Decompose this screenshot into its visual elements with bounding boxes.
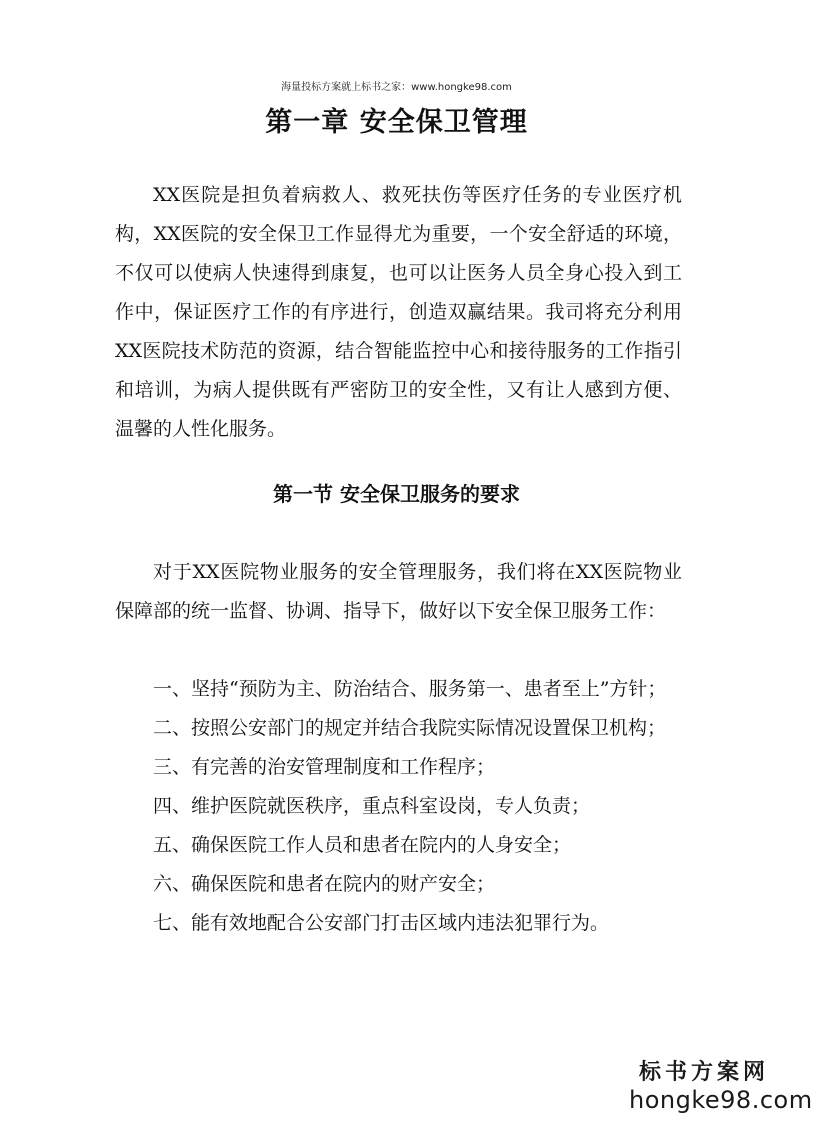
chapter-title: 第一章 安全保卫管理 — [265, 107, 528, 138]
list-item: 四、维护医院就医秩序，重点科室设岗，专人负责； — [153, 795, 591, 817]
watermark-logo — [629, 1060, 813, 1114]
list-item: 三、有完善的治安管理制度和工作程序； — [153, 756, 496, 778]
list-item: 一、坚持“预防为主、防治结合、服务第一、患者至上”方针； — [153, 678, 667, 700]
list-item: 七、能有效地配合公安部门打击区域内违法犯罪行为。 — [153, 912, 610, 934]
list-item: 二、按照公安部门的规定并结合我院实际情况设置保卫机构； — [153, 717, 667, 739]
list-item: 五、确保医院工作人员和患者在院内的人身安全； — [153, 834, 572, 856]
requirements-list — [115, 670, 682, 943]
intro-paragraph: XX医院是担负着病救人、救死扶伤等医疗任务的专业医疗机构，XX医院的安全保卫工作显得尤为重要，一个安全舒适的环境，不仅可以使病人快速得到康复，也可以让医务人员全身心投入到工作中，保证医疗工作的有序进行，创造双赢结果。我司将充分利用XX医院技术防范的资源，结合智能监控中心和接待服务的工作指引和培训，为病人提供既有严密防卫的安全性，又有让人感到方便、温馨的人性化服务。 — [115, 184, 682, 440]
list-item: 六、确保医院和患者在院内的财产安全； — [153, 873, 496, 895]
section-paragraph: 对于XX医院物业服务的安全管理服务，我们将在XX医院物业保障部的统一监督、协调、指导下，做好以下安全保卫服务工作： — [115, 561, 682, 622]
watermark-chinese: 标书方案网 — [638, 1060, 769, 1085]
section-title: 第一节 安全保卫服务的要求 — [273, 482, 520, 506]
watermark-english: hongke98.com — [629, 1086, 813, 1114]
header-note: 海量投标方案就上标书之家：www.hongke98.com — [281, 82, 512, 93]
